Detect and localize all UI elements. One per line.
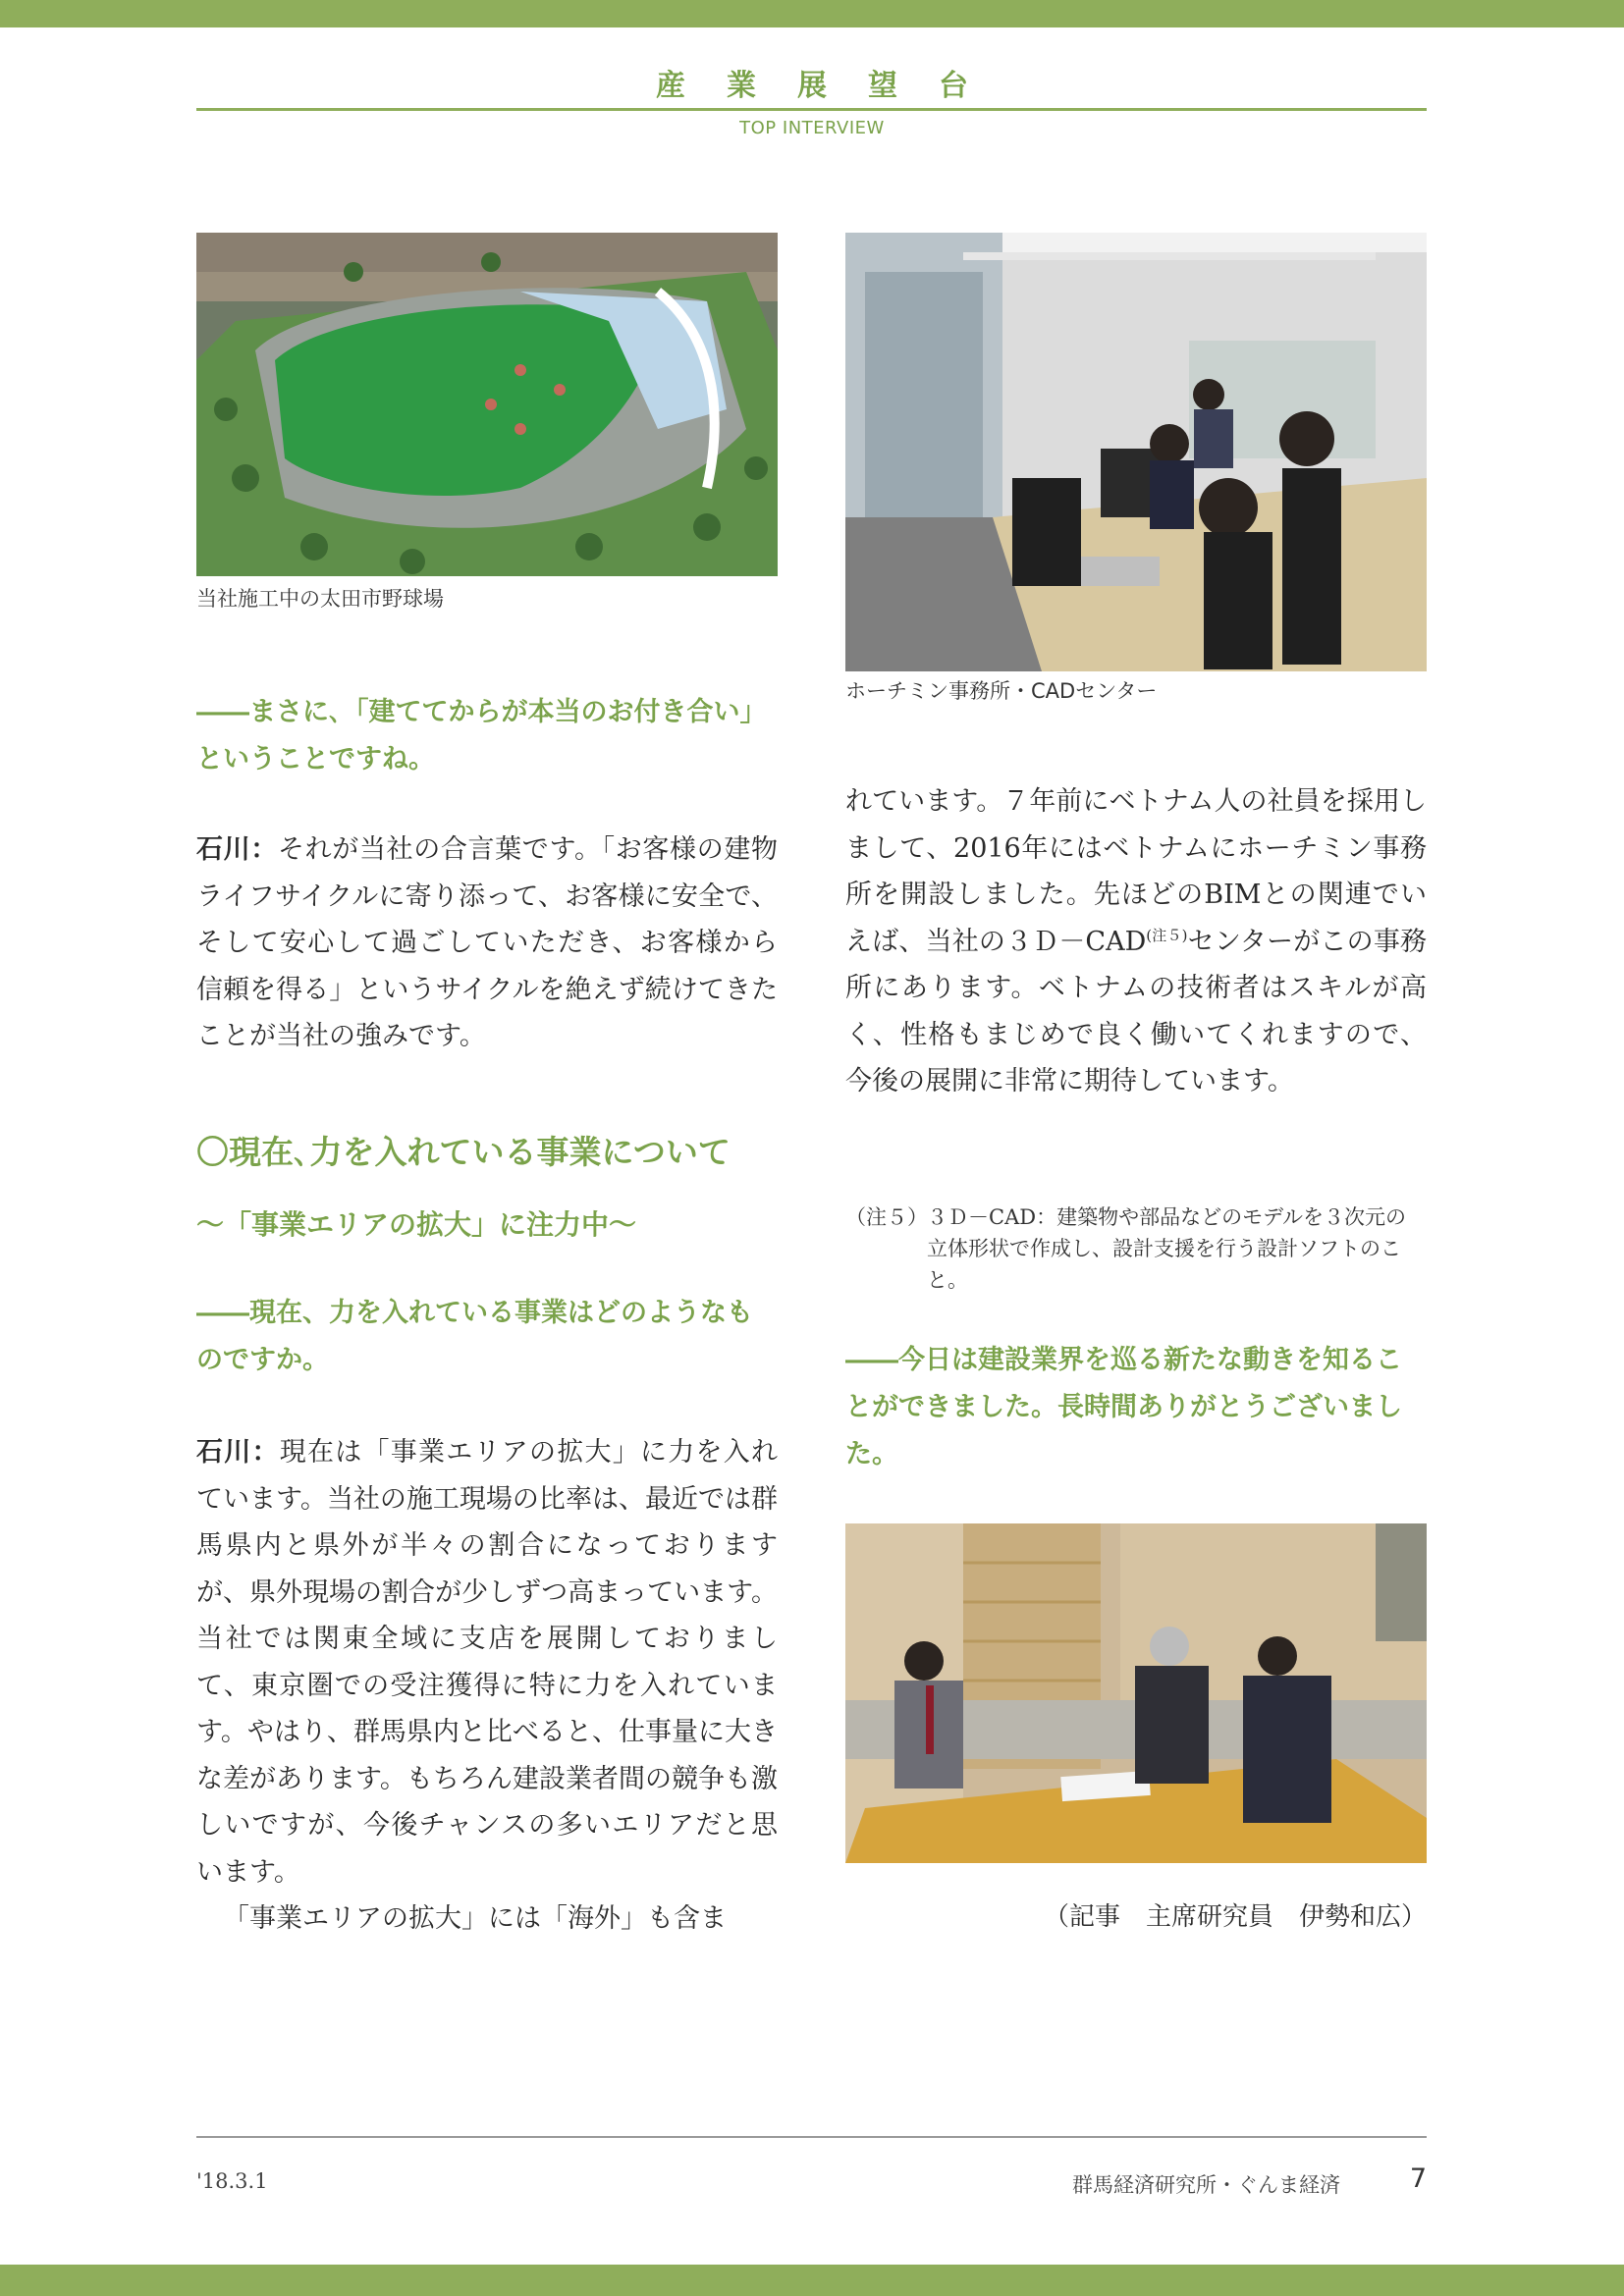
- top-color-band: [0, 0, 1624, 27]
- section-subtitle: TOP INTERVIEW: [739, 118, 885, 138]
- page-number: 7: [1409, 2163, 1427, 2194]
- header-rule: [196, 108, 1427, 111]
- stadium-photo: [196, 233, 778, 576]
- interviewer-closing: ――今日は建設業界を巡る新たな動きを知ることができました。長時間ありがとうございました。: [845, 1345, 1402, 1469]
- office-photo: [845, 233, 1427, 671]
- footnote: [845, 1201, 1427, 1300]
- section-heading: 〇現在､力を入れている事業について: [196, 1133, 731, 1171]
- footnote-text: ３Ｄ－CAD：建築物や部品などのモデルを３次元の立体形状で作成し、設計支援を行う設計ソフトのこと。: [927, 1205, 1407, 1292]
- answer-1: [196, 827, 778, 1060]
- office-photo-caption: ホーチミン事務所・CADセンター: [845, 679, 1158, 703]
- answer-2: [196, 1429, 778, 1943]
- publisher-name: 群馬経済研究所・ぐんま経済: [1072, 2173, 1340, 2197]
- speaker-label: 石川：: [196, 834, 278, 865]
- answer-2-continuation: [845, 778, 1427, 1105]
- section-title: 産業展望台: [656, 69, 1009, 103]
- answer-1-text: それが当社の合言葉です。「お客様の建物ライフサイクルに寄り添って、お客様に安全で、そして安心して過ごしていただき、お客様から信頼を得る」というサイクルを絶えず続けてきたことが当社の強みです。: [196, 834, 778, 1051]
- footnote-label: （注５）: [845, 1205, 928, 1229]
- stadium-photo-caption: 当社施工中の太田市野球場: [196, 587, 444, 611]
- interviewer-question-2: ――現在、力を入れている事業はどのようなものですか。: [196, 1298, 753, 1375]
- footnote-marker: (注５): [1146, 926, 1188, 944]
- interview-photo: [845, 1523, 1427, 1863]
- section-subheading: 〜「事業エリアの拡大」に注力中〜: [196, 1208, 637, 1241]
- continuation-text-b: センターがこの事務所にあります。ベトナムの技術者はスキルが高く、性格もまじめで良く働いてくれますので、今後の展開に非常に期待しています。: [845, 926, 1428, 1096]
- continuation-text-a: れています。７年前にベトナム人の社員を採用しまして、2016年にはベトナムにホーチミン事務所を開設しました。先ほどのBIMとの関連でいえば、当社の３Ｄ－CAD: [845, 786, 1427, 957]
- article-credit: （記事 主席研究員 伊勢和広）: [1043, 1902, 1427, 1932]
- bottom-color-band: [0, 2265, 1624, 2296]
- interviewer-question-1: ――まさに､「建ててからが本当のお付き合い」ということですね。: [196, 697, 767, 774]
- answer-2-text: 現在は「事業エリアの拡大」に力を入れています。当社の施工現場の比率は、最近では群馬県内と県外が半々の割合になっておりますが、県外現場の割合が少しずつ高まっています。当社では関東全域に支店を展開しておりまして、東京圏での受注獲得に特に力を入れています。やはり、群馬県内と比べると、仕事量に大きな差があります。もちろん建設業者間の競争も激しいですが、今後チャンスの多いエリアだと思います。: [196, 1437, 778, 1888]
- issue-date: '18.3.1: [196, 2169, 268, 2193]
- answer-2-continued: 「事業エリアの拡大」には「海外」も含ま: [223, 1903, 727, 1934]
- speaker-label: 石川：: [196, 1437, 280, 1468]
- footer-rule: [196, 2136, 1427, 2138]
